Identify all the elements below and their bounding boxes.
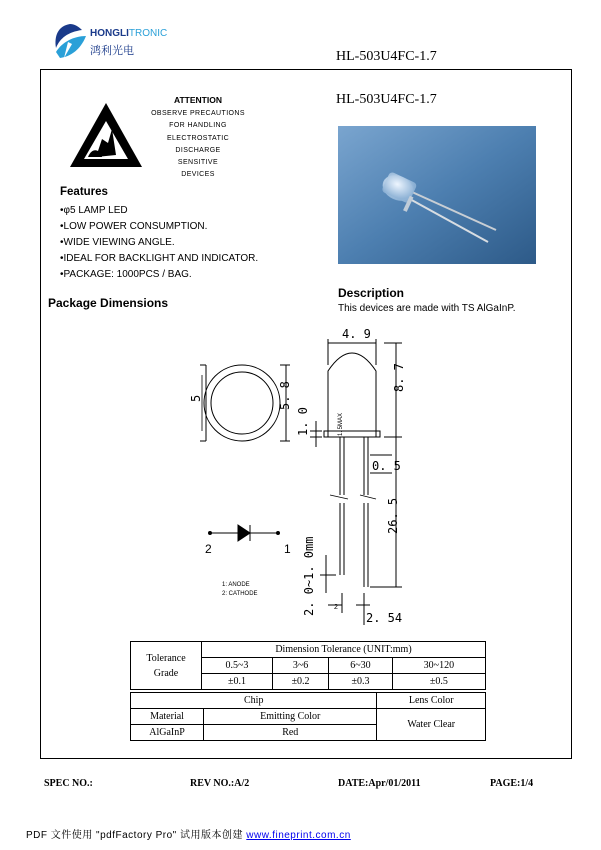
dim-4-9: 4. 9: [342, 327, 371, 341]
attention-title: ATTENTION: [173, 95, 222, 105]
dim-1-0: 1. 0: [296, 407, 310, 436]
feature-item: •LOW POWER CONSUMPTION.: [60, 221, 208, 232]
tolerance-range: 30~120: [392, 658, 485, 674]
footer-date: DATE:Apr/01/2011: [338, 778, 421, 789]
description-text: This devices are made with TS AlGaInP.: [338, 303, 516, 314]
package-dimensions-heading: Package Dimensions: [48, 296, 169, 310]
dim-2: 2: [334, 604, 338, 611]
company-logo: [52, 22, 192, 62]
attention-line: DISCHARGE: [175, 146, 221, 154]
tolerance-grade-label: Tolerance: [146, 652, 186, 664]
tolerance-value: ±0.2: [272, 674, 328, 690]
attention-line: DEVICES: [181, 171, 215, 179]
esd-warning-icon: [66, 99, 146, 171]
attention-line: SENSITIVE: [177, 159, 219, 167]
dim-0-5: 0. 5: [372, 459, 401, 473]
pin-1-label: 1: [284, 542, 291, 556]
tolerance-header: Dimension Tolerance (UNIT:mm): [202, 642, 486, 658]
dim-5-8: 5. 8: [278, 381, 292, 410]
features-heading: Features: [60, 186, 108, 198]
tolerance-range: 3~6: [272, 658, 328, 674]
footer-spec-no: SPEC NO.:: [44, 778, 93, 789]
tolerance-value: ±0.5: [392, 674, 485, 690]
pin-2-label: 2: [205, 542, 212, 556]
logo-chinese: 鸿利光电: [90, 45, 134, 57]
attention-block: [138, 95, 258, 182]
led-body-outline: [328, 353, 376, 437]
logo-brand-light: TRONIC: [128, 28, 168, 39]
watermark-link[interactable]: www.fineprint.com.cn: [246, 830, 351, 841]
emitting-label: Emitting Color: [204, 709, 377, 725]
footer-page: PAGE:1/4: [490, 778, 534, 789]
watermark-prefix: PDF 文件使用 "pdfFactory Pro" 试用版本创建: [26, 830, 247, 841]
feature-item: •WIDE VIEWING ANGLE.: [60, 237, 175, 248]
top-view-outer-circle: [204, 365, 280, 441]
dim-8-7: 8. 7: [392, 363, 406, 392]
material-value: AlGaInP: [131, 725, 204, 741]
feature-item: •PACKAGE: 1000PCS / BAG.: [60, 269, 192, 280]
footer-rev-no: REV NO.:A/2: [190, 778, 250, 789]
lens-header: Lens Color: [377, 693, 486, 709]
dim-5: 5: [189, 394, 203, 402]
header-part-number: HL-503U4FC-1.7: [336, 49, 437, 64]
tolerance-value: ±0.1: [202, 674, 273, 690]
logo-mark-icon: [52, 22, 88, 60]
legend-cathode: 2: CATHODE: [222, 591, 258, 597]
attention-line: FOR HANDLING: [169, 122, 227, 130]
material-label: Material: [131, 709, 204, 725]
dim-1-5max: 1. 5MAX: [338, 412, 344, 436]
package-drawing: [170, 325, 430, 635]
lens-value: Water Clear: [377, 709, 486, 741]
product-photo: [338, 126, 536, 264]
attention-line: OBSERVE PRECAUTIONS: [151, 110, 245, 117]
dim-2-54: 2. 54: [366, 611, 403, 625]
tolerance-range: 0.5~3: [202, 658, 273, 674]
tolerance-range: 6~30: [329, 658, 393, 674]
tolerance-table: [130, 641, 486, 690]
chip-table: [130, 692, 486, 741]
top-view-inner-circle: [211, 372, 273, 434]
dim-26-5: 26. 5: [386, 497, 400, 534]
features-list: [60, 203, 258, 283]
attention-line: ELECTROSTATIC: [166, 134, 230, 142]
tolerance-grade-cell: [131, 642, 202, 690]
emitting-value: Red: [204, 725, 377, 741]
legend-anode: 1: ANODE: [222, 582, 250, 588]
pdf-watermark: [26, 826, 351, 841]
feature-item: •IDEAL FOR BACKLIGHT AND INDICATOR.: [60, 253, 259, 264]
description-heading: Description: [338, 286, 405, 300]
logo-brand-bold: HONGLI: [90, 28, 129, 39]
product-title: HL-503U4FC-1.7: [336, 92, 437, 107]
feature-item: •φ5 LAMP LED: [60, 205, 128, 216]
tolerance-value: ±0.3: [329, 674, 393, 690]
dim-2-0-1-0mm: 2. 0~1. 0mm: [302, 536, 316, 616]
tolerance-grade-label: Grade: [153, 667, 179, 679]
chip-header: Chip: [131, 693, 377, 709]
